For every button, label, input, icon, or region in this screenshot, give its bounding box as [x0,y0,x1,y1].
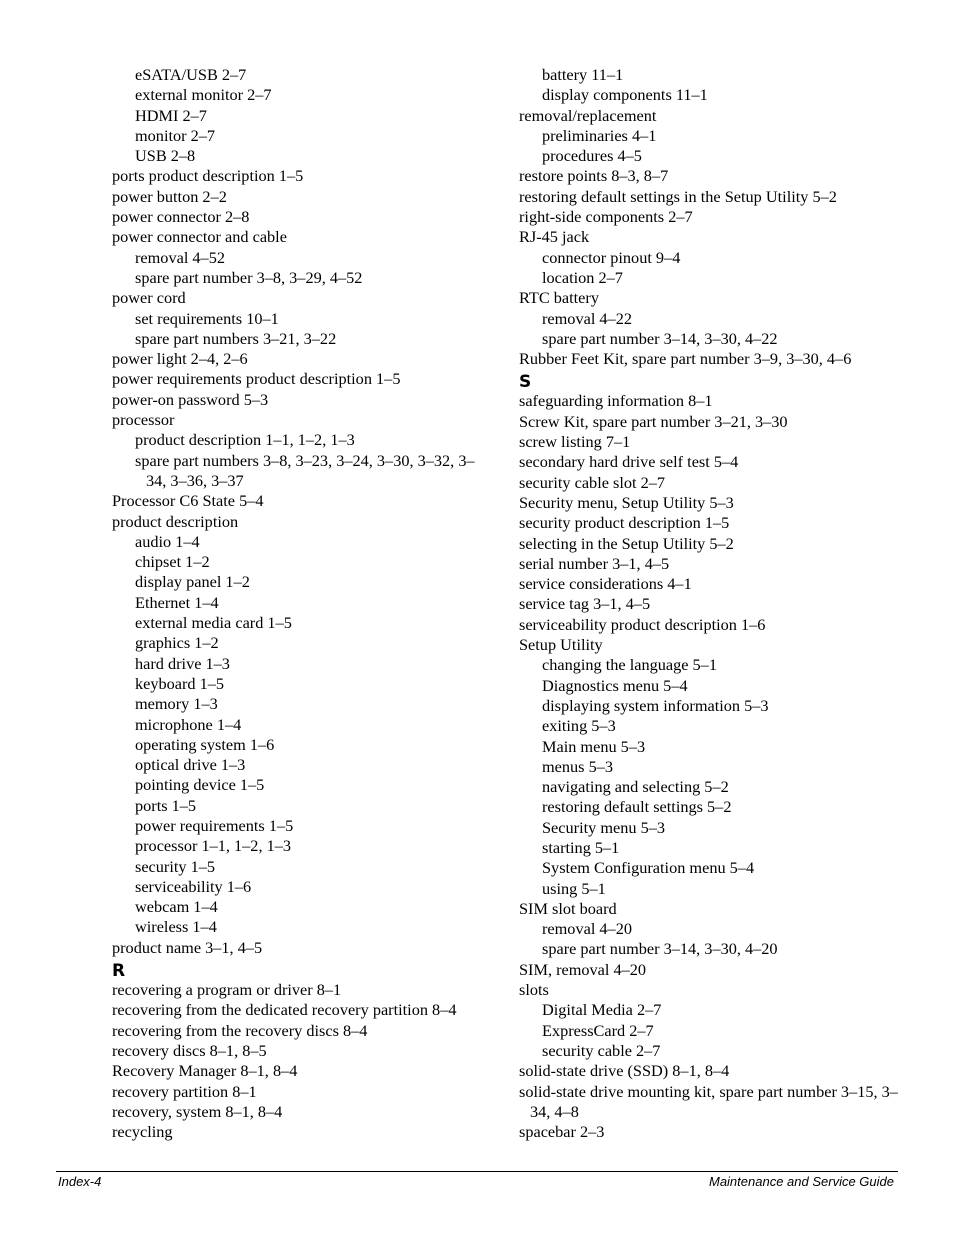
index-subentry: displaying system information 5–3 [542,695,769,715]
index-entry: Rubber Feet Kit, spare part number 3–9, 3–30, 4–6 [519,349,852,369]
index-entry: power cord [112,288,186,308]
index-subentry: USB 2–8 [135,146,196,166]
index-subentry: set requirements 10–1 [135,308,279,328]
index-entry: power requirements product description 1–5 [112,369,401,389]
index-entry: restoring default settings in the Setup Utility 5–2 [519,186,837,206]
index-subentry: Diagnostics menu 5–4 [542,675,688,695]
index-entry: security cable slot 2–7 [519,472,666,492]
index-entry: SIM, removal 4–20 [519,959,647,979]
index-subentry: processor 1–1, 1–2, 1–3 [135,836,292,856]
index-subentry: spare part number 3–14, 3–30, 4–22 [542,328,778,348]
index-subentry: external media card 1–5 [135,613,292,633]
section-heading-s: S [519,372,532,393]
index-entry: product name 3–1, 4–5 [112,937,263,957]
index-entry: safeguarding information 8–1 [519,391,713,411]
index-subentry: keyboard 1–5 [135,673,225,693]
index-subentry: preliminaries 4–1 [542,125,657,145]
index-entry: power-on password 5–3 [112,389,269,409]
index-entry: right-side components 2–7 [519,207,693,227]
index-subentry: webcam 1–4 [135,897,218,917]
index-subentry: Digital Media 2–7 [542,1000,662,1020]
index-entry: processor [112,410,175,430]
index-subentry: power requirements 1–5 [135,815,294,835]
index-entry: recovering from the dedicated recovery partition 8–4 [112,1000,457,1020]
footer-document-title: Maintenance and Service Guide [708,1174,894,1189]
index-entry: recovery, system 8–1, 8–4 [112,1101,283,1121]
index-subentry: security 1–5 [135,856,216,876]
index-subentry: menus 5–3 [542,756,613,776]
index-subentry: chipset 1–2 [135,552,210,572]
index-entry: slots [519,980,549,1000]
index-subentry: serviceability 1–6 [135,876,252,896]
index-entry: serviceability product description 1–6 [519,614,766,634]
index-subentry: removal 4–20 [542,919,632,939]
index-entry: restore points 8–3, 8–7 [519,166,669,186]
index-entry: screw listing 7–1 [519,432,631,452]
index-entry: selecting in the Setup Utility 5–2 [519,533,734,553]
index-subentry: exiting 5–3 [542,716,616,736]
footer-divider [56,1171,898,1172]
index-column-right [519,65,909,1142]
section-heading-r: R [112,961,126,982]
index-entry: Setup Utility [519,635,603,655]
index-subentry: ExpressCard 2–7 [542,1020,654,1040]
index-subentry: Ethernet 1–4 [135,592,219,612]
index-subentry: security cable 2–7 [542,1040,661,1060]
index-subentry: restoring default settings 5–2 [542,797,732,817]
index-subentry: starting 5–1 [542,837,620,857]
index-subentry: display components 11–1 [542,85,708,105]
index-subentry: eSATA/USB 2–7 [135,65,247,84]
index-entry: serial number 3–1, 4–5 [519,553,670,573]
index-subentry: external monitor 2–7 [135,85,272,105]
index-subentry: graphics 1–2 [135,633,219,653]
index-subentry: HDMI 2–7 [135,105,207,125]
index-entry: power button 2–2 [112,186,227,206]
index-entry: spacebar 2–3 [519,1122,605,1142]
index-subentry: connector pinout 9–4 [542,247,681,267]
index-subentry: operating system 1–6 [135,734,275,754]
index-subentry: spare part numbers 3–8, 3–23, 3–24, 3–30, 3–32, 3–34, 3–36, 3–37 [135,450,475,490]
index-entry: power light 2–4, 2–6 [112,349,248,369]
index-entry: RTC battery [519,288,599,308]
index-entry: power connector 2–8 [112,207,250,227]
index-subentry: using 5–1 [542,878,606,898]
index-entry: recycling [112,1122,173,1142]
index-entry: recovery discs 8–1, 8–5 [112,1040,267,1060]
index-subentry: memory 1–3 [135,694,218,714]
index-subentry: spare part number 3–8, 3–29, 4–52 [135,267,363,287]
index-entry: Screw Kit, spare part number 3–21, 3–30 [519,411,788,431]
index-entry: recovering from the recovery discs 8–4 [112,1020,368,1040]
index-entry: recovering a program or driver 8–1 [112,980,342,1000]
index-entry: ports product description 1–5 [112,166,304,186]
index-entry: solid-state drive mounting kit, spare part number 3–15, 3–34, 4–8 [519,1081,898,1121]
index-subentry: procedures 4–5 [542,146,642,166]
index-subentry: spare part numbers 3–21, 3–22 [135,328,337,348]
index-entry: solid-state drive (SSD) 8–1, 8–4 [519,1061,730,1081]
index-subentry: changing the language 5–1 [542,655,717,675]
index-subentry: display panel 1–2 [135,572,250,592]
index-entry: security product description 1–5 [519,513,730,533]
footer-page-number: Index-4 [58,1174,102,1189]
index-entry: service tag 3–1, 4–5 [519,594,651,614]
index-entry: Recovery Manager 8–1, 8–4 [112,1061,298,1081]
index-subentry: Main menu 5–3 [542,736,646,756]
index-entry: RJ-45 jack [519,227,590,247]
index-subentry: ports 1–5 [135,795,197,815]
index-subentry: microphone 1–4 [135,714,242,734]
index-subentry: spare part number 3–14, 3–30, 4–20 [542,939,778,959]
index-subentry: System Configuration menu 5–4 [542,858,755,878]
index-subentry: monitor 2–7 [135,125,216,145]
index-entry: SIM slot board [519,898,617,918]
index-subentry: removal 4–22 [542,308,632,328]
index-subentry: optical drive 1–3 [135,755,246,775]
index-entry: power connector and cable [112,227,287,247]
index-entry: recovery partition 8–1 [112,1081,257,1101]
index-entry: removal/replacement [519,105,657,125]
index-subentry: battery 11–1 [542,65,624,84]
index-entry: Security menu, Setup Utility 5–3 [519,492,734,512]
index-entry: service considerations 4–1 [519,574,692,594]
index-subentry: hard drive 1–3 [135,653,230,673]
index-column-left [112,65,492,1142]
index-subentry: audio 1–4 [135,531,200,551]
index-subentry: pointing device 1–5 [135,775,265,795]
index-entry: secondary hard drive self test 5–4 [519,452,739,472]
index-subentry: navigating and selecting 5–2 [542,777,729,797]
index-entry: product description [112,511,239,531]
index-subentry: location 2–7 [542,267,623,287]
index-subentry: wireless 1–4 [135,917,217,937]
index-subentry: product description 1–1, 1–2, 1–3 [135,430,355,450]
index-subentry: Security menu 5–3 [542,817,665,837]
index-subentry: removal 4–52 [135,247,225,267]
index-entry: Processor C6 State 5–4 [112,491,264,511]
